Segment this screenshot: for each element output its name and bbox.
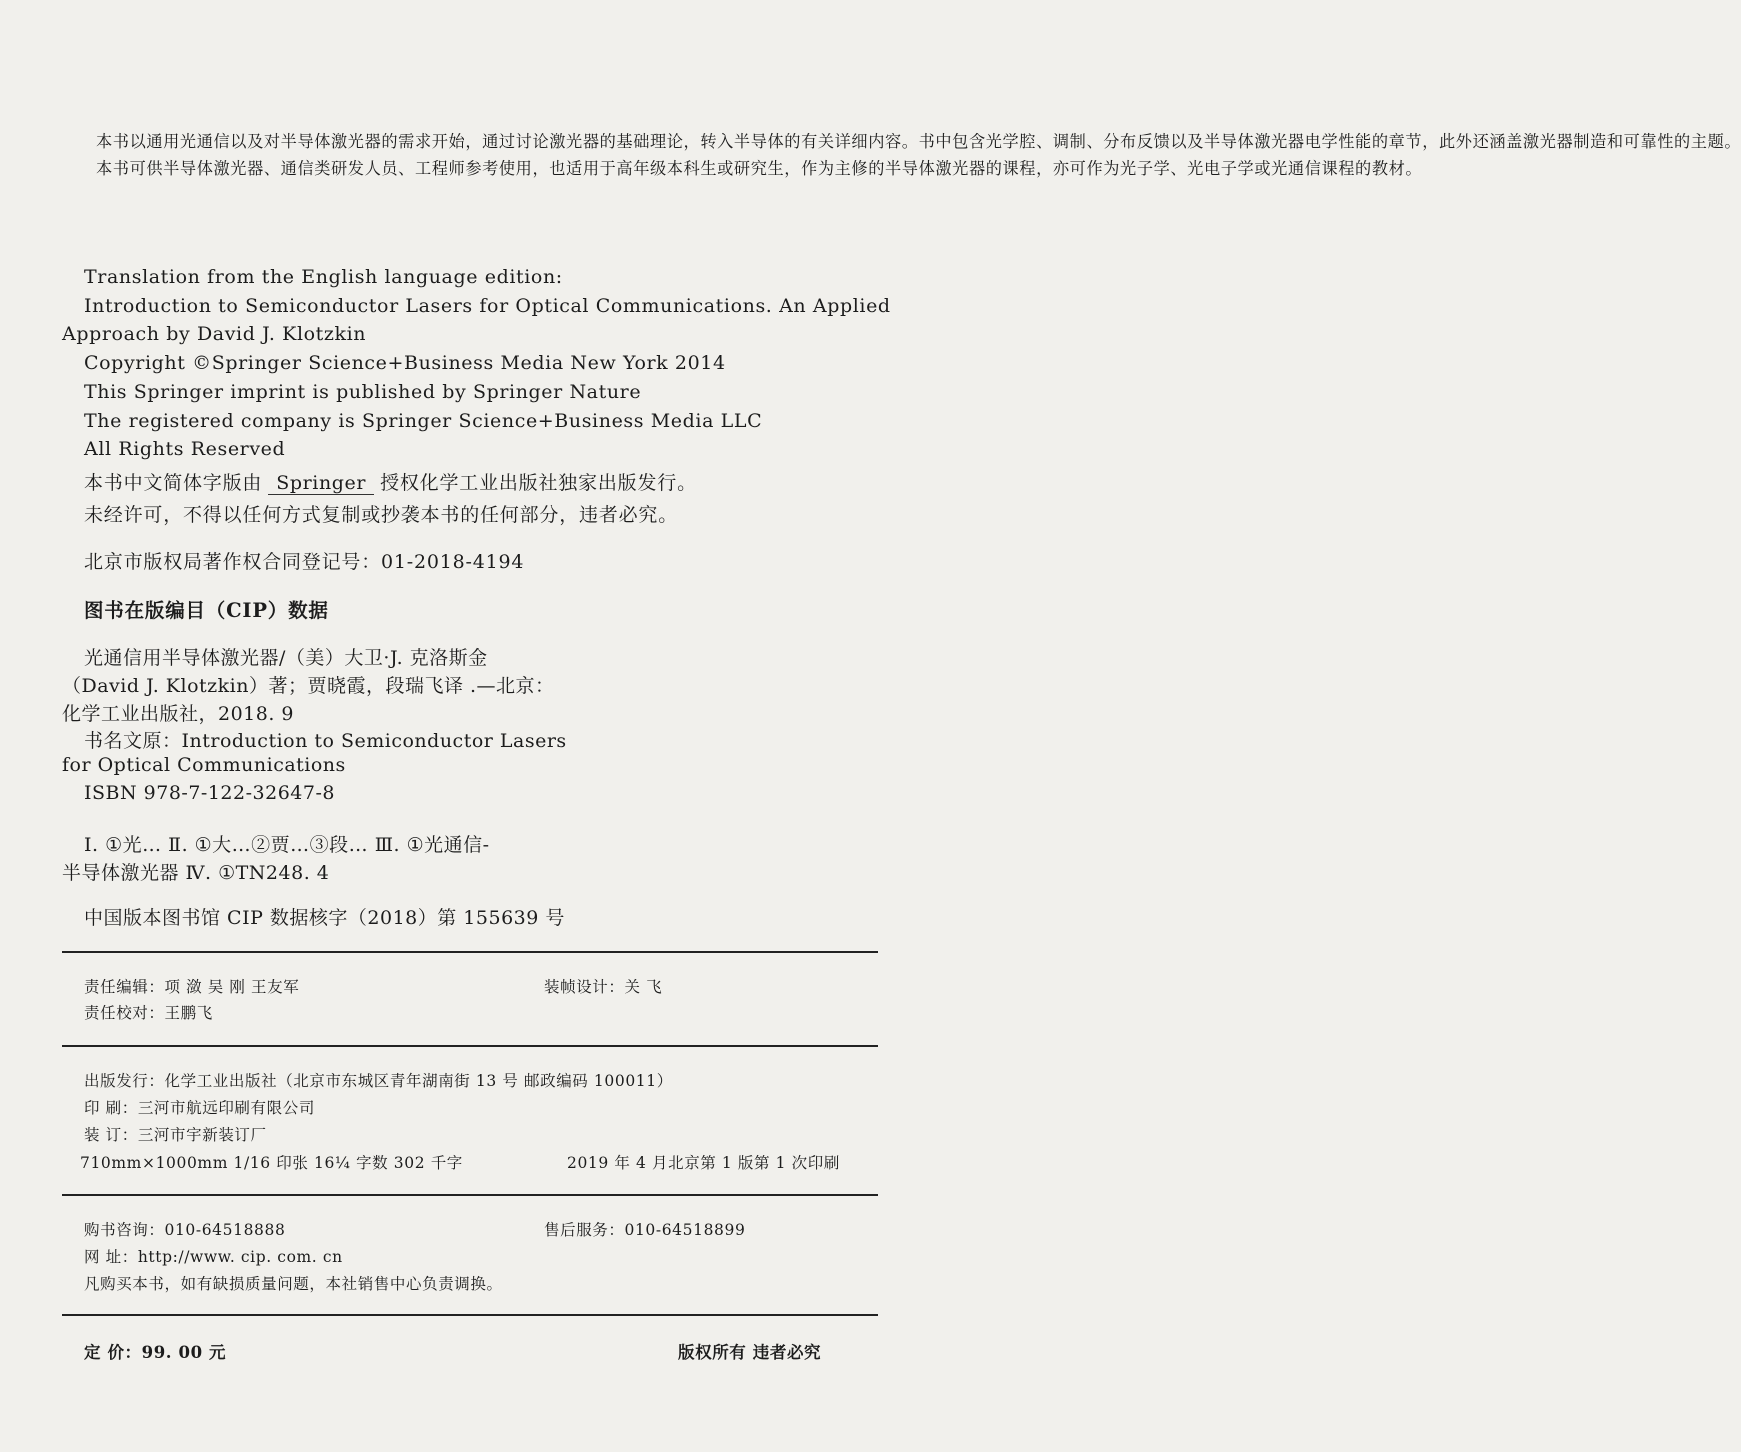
website: 网 址：http://www. cip. com. cn	[84, 1248, 343, 1266]
cip-classification-1: Ⅰ. ①光… Ⅱ. ①大…②贾…③段… Ⅲ. ①光通信-	[84, 834, 490, 856]
proofreader: 责任校对：王鹏飞	[84, 1004, 213, 1022]
cip-line-2: （David J. Klotzkin）著；贾晓霞，段瑞飞译 .—北京：	[62, 675, 555, 697]
exchange-notice: 凡购买本书，如有缺损质量问题，本社销售中心负责调换。	[84, 1275, 503, 1293]
cip-verification: 中国版本图书馆 CIP 数据核字（2018）第 155639 号	[84, 907, 565, 929]
cip-line-3: 化学工业出版社，2018. 9	[62, 703, 295, 725]
authorization-prefix: 本书中文简体字版由	[84, 472, 263, 494]
divider-2	[62, 1045, 878, 1047]
summary-paragraph-2: 本书可供半导体激光器、通信类研发人员、工程师参考使用，也适用于高年级本科生或研究生，作为主修的半导体激光器的课程，亦可作为光子学、光电子学或光通信课程的教材。	[96, 159, 1423, 178]
contract-registration: 北京市版权局著作权合同登记号：01-2018-4194	[84, 551, 525, 573]
divider-3	[62, 1194, 878, 1196]
authorization-suffix: 授权化学工业出版社独家出版发行。	[380, 472, 697, 494]
cip-classification-2: 半导体激光器 Ⅳ. ①TN248. 4	[62, 862, 330, 884]
summary	[62, 128, 1741, 182]
edition-info: 2019 年 4 月北京第 1 版第 1 次印刷	[567, 1154, 840, 1172]
purchase-phone: 购书咨询：010-64518888	[84, 1221, 286, 1239]
translation-line: Translation from the English language edition:	[84, 266, 563, 288]
format-info: 710mm×1000mm 1/16 印张 16¼ 字数 302 千字	[80, 1154, 463, 1172]
authorization-line	[84, 468, 697, 495]
publisher-info: 出版发行：化学工业出版社（北京市东城区青年湖南街 13 号 邮政编码 100011）	[84, 1072, 673, 1090]
divider-4	[62, 1314, 878, 1316]
summary-paragraph-1: 本书以通用光通信以及对半导体激光器的需求开始，通过讨论激光器的基础理论，转入半导体的有关详细内容。书中包含光学腔、调制、分布反馈以及半导体激光器电学性能的章节，此外还涵盖激光器制造和可靠性的主题。	[96, 132, 1741, 151]
cip-line-5: for Optical Communications	[62, 754, 346, 776]
cip-isbn: ISBN 978-7-122-32647-8	[84, 782, 335, 804]
aftersale-phone: 售后服务：010-64518899	[544, 1221, 746, 1239]
responsible-editor: 责任编辑：项 潋 吴 刚 王友军	[84, 978, 300, 996]
registered-company-line: The registered company is Springer Science+Business Media LLC	[84, 410, 763, 432]
cip-heading: 图书在版编目（CIP）数据	[84, 599, 329, 622]
copy-warning-line: 未经许可，不得以任何方式复制或抄袭本书的任何部分，违者必究。	[84, 504, 679, 526]
original-author-line: Approach by David J. Klotzkin	[62, 323, 367, 345]
copyright-line: Copyright ©Springer Science+Business Media New York 2014	[84, 352, 726, 374]
rights-reserved: 版权所有 违者必究	[678, 1343, 822, 1362]
printer-info: 印 刷：三河市航远印刷有限公司	[84, 1099, 315, 1117]
springer-name: Springer	[268, 472, 374, 495]
all-rights-line: All Rights Reserved	[84, 438, 286, 460]
cip-line-4: 书名文原：Introduction to Semiconductor Lasers	[84, 730, 567, 752]
divider-1	[62, 951, 878, 953]
binding-info: 装 订：三河市宇新装订厂	[84, 1126, 267, 1144]
cover-design: 装帧设计：关 飞	[544, 978, 663, 996]
price: 定 价：99. 00 元	[84, 1343, 227, 1362]
original-title-line: Introduction to Semiconductor Lasers for Optical Communications. An Applied	[84, 295, 891, 317]
cip-line-1: 光通信用半导体激光器/（美）大卫·J. 克洛斯金	[84, 647, 488, 669]
imprint-line: This Springer imprint is published by Springer Nature	[84, 381, 642, 403]
